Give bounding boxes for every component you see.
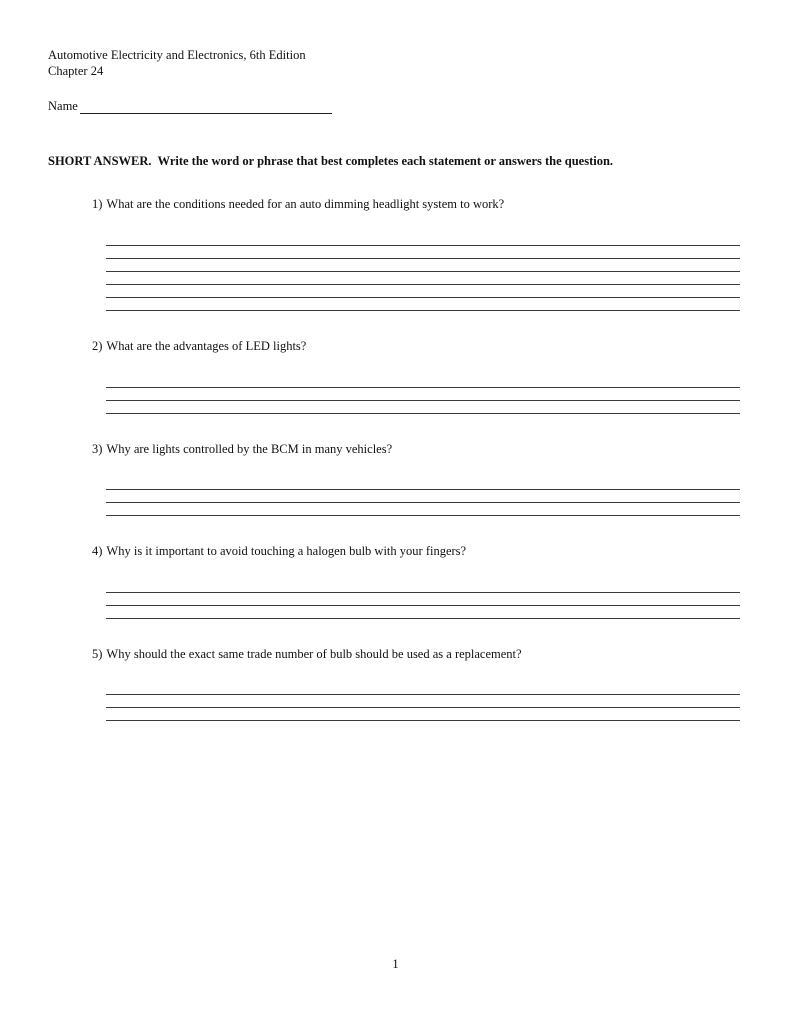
question-number: 4) <box>92 544 103 559</box>
answer-line <box>106 695 740 708</box>
answer-line <box>106 401 740 414</box>
question-text: Why is it important to avoid touching a halogen bulb with your fingers? <box>106 544 467 559</box>
answer-line <box>106 246 740 259</box>
answer-line <box>106 233 740 246</box>
question-block <box>0 442 791 517</box>
question-text: Why are lights controlled by the BCM in many vehicles? <box>106 441 393 456</box>
answer-line <box>106 580 740 593</box>
answer-line <box>106 477 740 490</box>
answer-line <box>106 375 740 388</box>
question-text-row <box>92 442 741 458</box>
page-number: 1 <box>392 957 399 971</box>
question-text: What are the conditions needed for an auto dimming headlight system to work? <box>106 197 505 212</box>
document-header <box>48 0 791 79</box>
question-text-row <box>92 197 741 213</box>
question-number: 3) <box>92 441 103 456</box>
answer-lines <box>106 233 740 311</box>
answer-line <box>106 272 740 285</box>
question-number: 5) <box>92 646 103 661</box>
question-text-row <box>92 339 741 355</box>
answer-line <box>106 708 740 721</box>
answer-line <box>106 259 740 272</box>
answer-line <box>106 490 740 503</box>
answer-lines <box>106 477 740 516</box>
question-text-row <box>92 647 741 663</box>
book-title: Automotive Electricity and Electronics, 6th Edition <box>48 48 306 62</box>
answer-line <box>106 285 740 298</box>
section-instructions: SHORT ANSWER. Write the word or phrase that best completes each statement or answers the question. <box>48 154 614 169</box>
question-text-row <box>92 544 741 560</box>
chapter-title: Chapter 24 <box>48 63 104 78</box>
questions <box>0 197 791 721</box>
answer-lines <box>106 375 740 414</box>
question-block <box>0 544 791 619</box>
question-block <box>0 647 791 722</box>
answer-line <box>106 298 740 311</box>
question-number: 1) <box>92 197 103 212</box>
answer-line <box>106 606 740 619</box>
name-row <box>48 99 791 114</box>
name-label: Name <box>48 99 78 114</box>
question-block <box>0 339 791 414</box>
answer-lines <box>106 580 740 619</box>
answer-line <box>106 503 740 516</box>
question-number: 2) <box>92 338 103 353</box>
answer-line <box>106 593 740 606</box>
question-block <box>0 197 791 311</box>
answer-lines <box>106 682 740 721</box>
question-text: What are the advantages of LED lights? <box>106 338 307 353</box>
answer-line <box>106 388 740 401</box>
name-blank-line <box>80 100 332 114</box>
question-text: Why should the exact same trade number of bulb should be used as a replacement? <box>106 646 522 661</box>
answer-line <box>106 682 740 695</box>
